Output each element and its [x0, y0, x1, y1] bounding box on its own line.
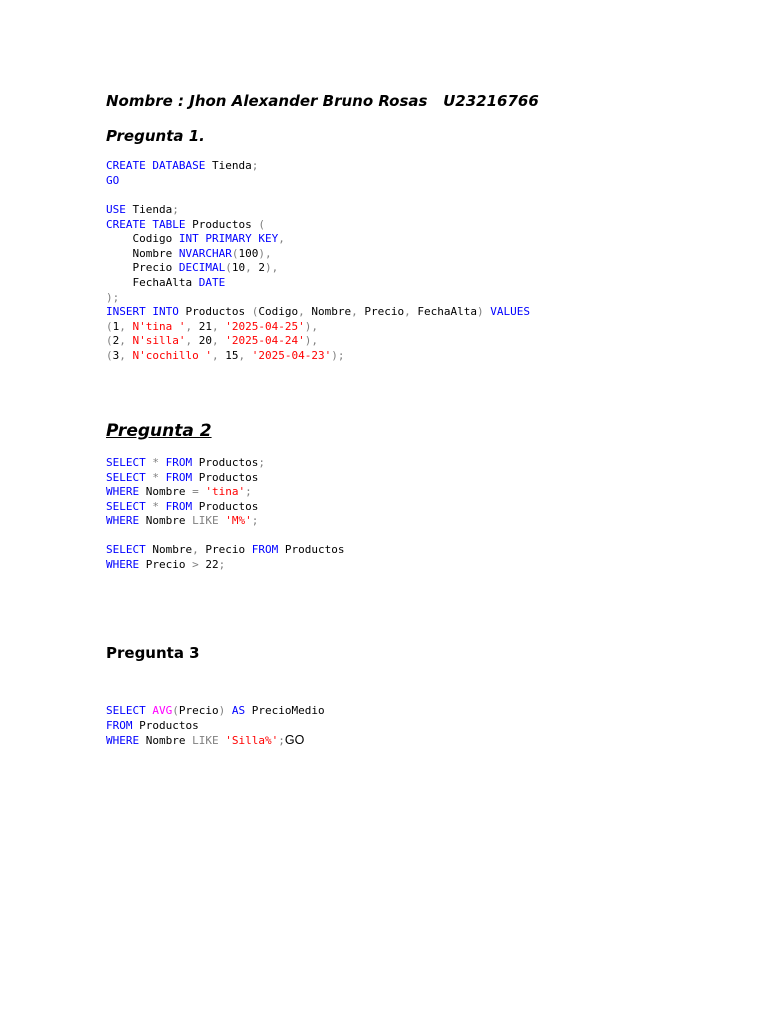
code-line — [106, 334, 318, 347]
code-token: FROM — [165, 499, 193, 513]
code-token: Precio — [139, 557, 193, 571]
code-token — [225, 704, 232, 717]
code-token: * — [145, 456, 166, 469]
code-token: Nombre — [139, 485, 193, 499]
code-token: , — [211, 319, 226, 333]
code-token: '2025-04-24' — [225, 334, 305, 348]
code-token: Productos — [185, 217, 259, 231]
code-token: GO — [284, 733, 305, 748]
code-token: Productos — [192, 456, 259, 469]
code-token: ) — [218, 704, 226, 717]
code-token: , — [119, 319, 133, 333]
code-token: , — [298, 305, 312, 319]
code-token: FROM — [251, 543, 279, 556]
code-token: Productos — [178, 305, 252, 319]
code-line — [106, 232, 285, 245]
code-token: SELECT — [106, 543, 146, 556]
code-line — [106, 456, 265, 469]
code-line — [106, 558, 225, 571]
code-token: ; — [258, 456, 265, 469]
code-token: AS — [231, 704, 246, 717]
code-token: ( — [106, 348, 113, 362]
pregunta-3-code-block-avg — [106, 704, 325, 749]
code-token: > — [192, 557, 199, 571]
code-line — [106, 276, 225, 289]
code-token: ); — [331, 348, 345, 362]
pregunta-1-code-block-table — [106, 203, 530, 364]
code-token: , — [245, 261, 259, 275]
pregunta-3-title: Pregunta 3 — [106, 644, 200, 662]
code-token: ) — [476, 305, 484, 319]
code-token: , — [192, 543, 199, 556]
code-token: ( — [251, 305, 259, 319]
code-token: 22 — [198, 557, 219, 571]
code-token: '2025-04-25' — [225, 319, 305, 333]
code-line — [106, 543, 344, 556]
code-token: PrecioMedio — [245, 704, 325, 717]
code-token: Precio — [106, 261, 179, 275]
code-token: Productos — [192, 470, 259, 484]
code-token: '2025-04-23' — [251, 348, 332, 362]
code-token: Productos — [192, 499, 259, 513]
code-token: Tienda — [125, 203, 173, 216]
code-token: VALUES — [483, 305, 530, 319]
code-token: FROM — [106, 718, 133, 732]
code-token: ); — [106, 290, 120, 304]
code-token: ; — [245, 485, 252, 499]
code-token: , — [278, 232, 285, 246]
student-name-heading: Nombre : Jhon Alexander Bruno Rosas U23216766 — [106, 92, 539, 110]
code-token: Productos — [278, 543, 345, 556]
code-token: Nombre — [145, 543, 193, 556]
code-token: Precio — [364, 305, 405, 319]
code-token: * — [145, 499, 166, 513]
code-token: ), — [258, 246, 272, 260]
code-token: FROM — [165, 456, 193, 469]
code-line — [106, 734, 304, 747]
code-token: 'M%' — [225, 514, 252, 528]
code-token: , — [211, 334, 226, 348]
code-token: ( — [106, 319, 113, 333]
code-token: * — [145, 470, 166, 484]
code-token: ; — [251, 514, 259, 528]
code-token: 2 — [112, 334, 120, 348]
code-token: Nombre — [139, 514, 193, 528]
code-token: NVARCHAR — [178, 246, 232, 260]
code-token: = — [192, 485, 199, 499]
pregunta-2-code-block-selects — [106, 456, 265, 529]
code-token: Nombre — [106, 246, 179, 260]
code-token: 15 — [225, 348, 239, 362]
pregunta-2-code-block-filter — [106, 543, 344, 572]
code-token: INT PRIMARY KEY — [178, 232, 279, 246]
code-token: , — [119, 334, 133, 348]
code-token: 2 — [258, 261, 265, 275]
code-token: 'Silla%' — [225, 734, 279, 748]
code-token: N'silla' — [132, 334, 186, 348]
code-token: ( — [172, 704, 179, 717]
code-token: ), — [264, 261, 279, 275]
code-line — [106, 719, 199, 732]
code-token: 100 — [238, 246, 259, 260]
code-line — [106, 203, 179, 216]
code-token: ; — [251, 159, 259, 172]
code-line — [106, 471, 258, 484]
code-token: CREATE TABLE — [106, 217, 186, 231]
pregunta-1-code-block-database — [106, 159, 258, 188]
code-token: SELECT — [106, 470, 146, 484]
code-line — [106, 320, 318, 333]
code-token: Codigo — [106, 232, 179, 246]
code-line — [106, 500, 258, 513]
code-token: SELECT — [106, 704, 146, 717]
code-token: ( — [106, 334, 113, 348]
code-token: 3 — [112, 348, 120, 362]
code-line — [106, 704, 325, 717]
code-token: , — [211, 348, 226, 362]
code-line — [106, 247, 272, 260]
code-token: SELECT — [106, 499, 146, 513]
code-token: ; — [278, 734, 285, 748]
code-token: CREATE DATABASE — [106, 159, 206, 172]
code-token: LIKE — [192, 734, 219, 748]
code-token: Nombre — [139, 734, 193, 748]
code-token: , — [185, 319, 199, 333]
code-token: Productos — [132, 718, 199, 732]
code-token: 20 — [198, 334, 212, 348]
code-token: SELECT — [106, 456, 146, 469]
code-token: ; — [172, 203, 179, 216]
pregunta-2-title: Pregunta 2 — [106, 421, 212, 441]
code-token: ; — [218, 557, 226, 571]
code-token: 'tina' — [205, 485, 246, 499]
code-token: FechaAlta — [417, 305, 477, 319]
code-line — [106, 261, 278, 274]
code-token: Nombre — [311, 305, 352, 319]
code-token: WHERE — [106, 734, 140, 748]
code-token: Precio — [198, 543, 252, 556]
code-line — [106, 349, 344, 362]
code-line — [106, 291, 119, 304]
code-token: WHERE — [106, 557, 140, 571]
code-line — [106, 514, 258, 527]
code-token: , — [185, 334, 199, 348]
code-line — [106, 174, 119, 187]
code-line — [106, 485, 252, 498]
code-token: ( — [225, 261, 232, 275]
code-token: USE — [106, 203, 126, 216]
code-token: N'tina ' — [132, 319, 186, 333]
code-token: WHERE — [106, 514, 140, 528]
code-token: , — [238, 348, 252, 362]
code-token: Precio — [178, 704, 219, 717]
code-line — [106, 218, 265, 231]
code-token: , — [351, 305, 365, 319]
code-token: GO — [106, 173, 120, 187]
code-token: FROM — [165, 470, 193, 484]
code-line — [106, 159, 258, 172]
code-token: DECIMAL — [178, 261, 226, 275]
code-token: DATE — [198, 275, 226, 289]
code-line — [106, 305, 530, 318]
code-token: 21 — [198, 319, 212, 333]
code-token: 10 — [231, 261, 246, 275]
code-token: LIKE — [192, 514, 219, 528]
code-token: , — [404, 305, 418, 319]
code-token: ( — [258, 217, 265, 231]
code-token: ), — [304, 334, 318, 348]
code-token: 1 — [112, 319, 120, 333]
code-token: AVG — [152, 704, 173, 717]
code-token: WHERE — [106, 485, 140, 499]
code-token: FechaAlta — [106, 275, 199, 289]
code-token: ), — [304, 319, 318, 333]
code-token: Tienda — [205, 159, 252, 172]
code-token: , — [119, 348, 133, 362]
pregunta-1-title: Pregunta 1. — [106, 127, 205, 145]
code-token: N'cochillo ' — [132, 348, 212, 362]
code-token: ( — [231, 246, 239, 260]
code-token: INSERT INTO — [106, 305, 179, 319]
code-token: Codigo — [258, 305, 299, 319]
